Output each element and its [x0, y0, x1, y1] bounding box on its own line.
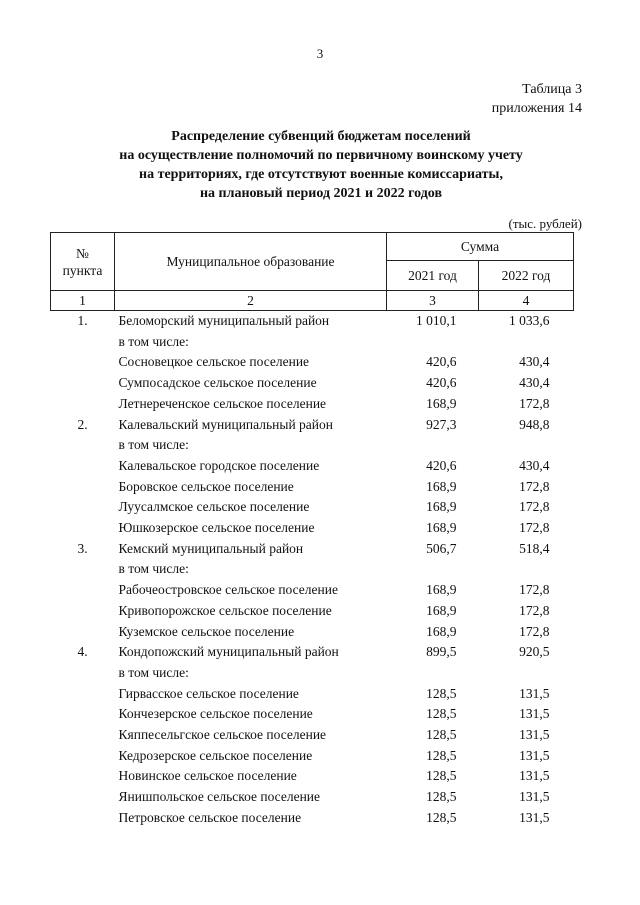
value-2021: 128,5 — [426, 809, 457, 825]
municipality-name: в том числе: — [118, 664, 189, 680]
table-row — [51, 663, 574, 684]
row-number — [51, 456, 115, 477]
municipality-name: в том числе: — [118, 561, 189, 577]
value-2021: 128,5 — [426, 685, 457, 701]
column-numbers-row — [51, 291, 574, 311]
table-row — [51, 559, 574, 580]
municipality-name: Рабочеостровское сельское поселение — [118, 582, 338, 598]
title-line4: на плановый период 2021 и 2022 годов — [199, 186, 443, 201]
value-2022: 172,8 — [519, 499, 550, 515]
table-ref-line2: приложения 14 — [491, 101, 582, 116]
page-number: 3 — [316, 46, 324, 61]
value-2022: 131,5 — [519, 768, 550, 784]
row-number — [51, 518, 115, 539]
row-number: 1. — [77, 313, 88, 328]
value-2021: 1 010,1 — [416, 313, 457, 328]
table-row — [51, 332, 574, 353]
row-number — [51, 787, 115, 808]
value-2021: 168,9 — [426, 478, 457, 494]
table-row — [51, 766, 574, 787]
value-2022: 131,5 — [519, 809, 550, 825]
column-number: 1 — [51, 291, 115, 311]
table-row — [51, 352, 574, 373]
municipality-name: Юшкозерское сельское поселение — [118, 520, 315, 536]
value-2022: 131,5 — [519, 706, 550, 722]
municipality-name: в том числе: — [118, 333, 189, 349]
row-number — [51, 477, 115, 498]
table-row — [51, 415, 574, 436]
value-2021 — [387, 559, 479, 580]
row-number: 2. — [77, 416, 88, 432]
table-row — [51, 746, 574, 767]
table-body — [51, 311, 574, 829]
table-row — [51, 684, 574, 705]
table-row — [51, 539, 574, 560]
table-row — [51, 477, 574, 498]
value-2021: 168,9 — [426, 499, 457, 515]
row-number: 4. — [77, 644, 88, 660]
row-number — [51, 704, 115, 725]
value-2021: 168,9 — [426, 582, 457, 598]
municipality-name: Гирвасское сельское поселение — [118, 685, 299, 701]
value-2021: 420,6 — [426, 354, 457, 370]
row-number — [51, 746, 115, 767]
value-2021: 128,5 — [426, 768, 457, 784]
value-2021: 128,5 — [426, 727, 457, 743]
column-number: 3 — [387, 291, 479, 311]
value-2022: 920,5 — [519, 644, 550, 660]
value-2022: 430,4 — [519, 354, 550, 370]
value-2022 — [479, 435, 574, 456]
row-number — [51, 622, 115, 643]
title-line2: на осуществление полномочий по первичному воинскому учету — [119, 148, 523, 163]
value-2022: 1 033,6 — [509, 313, 550, 328]
value-2021: 128,5 — [426, 747, 457, 763]
table-ref-line1: Таблица 3 — [522, 82, 582, 97]
table-row — [51, 580, 574, 601]
unit-label: (тыс. рублей) — [508, 216, 582, 231]
row-number — [51, 580, 115, 601]
value-2021: 420,6 — [426, 375, 457, 391]
row-number — [51, 435, 115, 456]
value-2022: 948,8 — [519, 416, 550, 432]
value-2022: 172,8 — [519, 602, 550, 618]
table-row — [51, 642, 574, 663]
value-2022: 430,4 — [519, 375, 550, 391]
row-number — [51, 332, 115, 353]
value-2021 — [387, 435, 479, 456]
row-number: 3. — [77, 540, 88, 556]
value-2021 — [387, 332, 479, 353]
municipality-name: в том числе: — [118, 437, 189, 453]
table-row — [51, 622, 574, 643]
table-row — [51, 787, 574, 808]
value-2022 — [479, 559, 574, 580]
document-title — [60, 127, 582, 203]
value-2021: 168,9 — [426, 623, 457, 639]
value-2022: 172,8 — [519, 520, 550, 536]
column-number: 2 — [115, 291, 387, 311]
table-row — [51, 456, 574, 477]
municipality-name: Сумпосадское сельское поселение — [118, 375, 317, 391]
row-number — [51, 352, 115, 373]
value-2022: 131,5 — [519, 789, 550, 805]
row-number — [51, 725, 115, 746]
table-row — [51, 808, 574, 829]
table-row — [51, 518, 574, 539]
row-number — [51, 684, 115, 705]
header-number: № пункта — [51, 233, 115, 291]
value-2021: 128,5 — [426, 789, 457, 805]
municipality-name: Куземское сельское поселение — [118, 623, 295, 639]
header-sum: Сумма — [387, 233, 574, 261]
row-number — [51, 601, 115, 622]
municipality-name: Кончезерское сельское поселение — [118, 706, 313, 722]
value-2021 — [387, 663, 479, 684]
municipality-name: Петровское сельское поселение — [118, 809, 302, 825]
value-2021: 420,6 — [426, 457, 457, 473]
value-2021: 899,5 — [426, 644, 457, 660]
municipality-name: Янишпольское сельское поселение — [118, 789, 321, 805]
municipality-name: Новинское сельское поселение — [118, 768, 297, 784]
table-row — [51, 311, 574, 332]
value-2021: 927,3 — [426, 416, 457, 432]
table-row — [51, 725, 574, 746]
title-line1: Распределение субвенций бюджетам поселений — [171, 129, 471, 144]
municipality-name: Калевальский муниципальный район — [118, 416, 333, 432]
municipality-name: Кяппесельгское сельское поселение — [118, 727, 327, 743]
municipality-name: Беломорский муниципальный район — [118, 313, 330, 328]
table-header — [51, 233, 574, 311]
value-2021: 506,7 — [426, 540, 457, 556]
municipality-name: Калевальское городское поселение — [118, 457, 320, 473]
municipality-name: Сосновецкое сельское поселение — [118, 354, 310, 370]
table-row — [51, 373, 574, 394]
table-row — [51, 435, 574, 456]
row-number — [51, 394, 115, 415]
header-year-2022: 2022 год — [479, 261, 574, 291]
row-number — [51, 663, 115, 684]
municipality-name: Боровское сельское поселение — [118, 478, 294, 494]
table-row — [51, 497, 574, 518]
municipality-name: Луусалмское сельское поселение — [118, 499, 310, 515]
value-2021: 168,9 — [426, 395, 457, 411]
table-row — [51, 601, 574, 622]
municipality-name: Кемский муниципальный район — [118, 540, 304, 556]
value-2022 — [479, 332, 574, 353]
table-reference — [492, 80, 582, 118]
value-2021: 168,9 — [426, 602, 457, 618]
subsidy-table — [50, 232, 574, 829]
value-2021: 128,5 — [426, 706, 457, 722]
row-number — [51, 766, 115, 787]
header-year-2021: 2021 год — [387, 261, 479, 291]
municipality-name: Кривопорожское сельское поселение — [118, 602, 332, 618]
value-2022: 172,8 — [519, 478, 550, 494]
value-2021: 168,9 — [426, 520, 457, 536]
value-2022: 131,5 — [519, 747, 550, 763]
row-number — [51, 808, 115, 829]
header-municipality: Муниципальное образование — [115, 233, 387, 291]
value-2022: 131,5 — [519, 727, 550, 743]
row-number — [51, 497, 115, 518]
value-2022 — [479, 663, 574, 684]
row-number — [51, 559, 115, 580]
row-number — [51, 373, 115, 394]
value-2022: 430,4 — [519, 457, 550, 473]
title-line3: на территориях, где отсутствуют военные комиссариаты, — [139, 167, 503, 182]
value-2022: 518,4 — [519, 540, 550, 556]
table-row — [51, 394, 574, 415]
value-2022: 172,8 — [519, 623, 550, 639]
column-number: 4 — [479, 291, 574, 311]
table-row — [51, 704, 574, 725]
municipality-name: Кедрозерское сельское поселение — [118, 747, 313, 763]
value-2022: 172,8 — [519, 395, 550, 411]
value-2022: 131,5 — [519, 685, 550, 701]
value-2022: 172,8 — [519, 582, 550, 598]
municipality-name: Кондопожский муниципальный район — [118, 644, 339, 660]
municipality-name: Летнереченское сельское поселение — [118, 395, 327, 411]
